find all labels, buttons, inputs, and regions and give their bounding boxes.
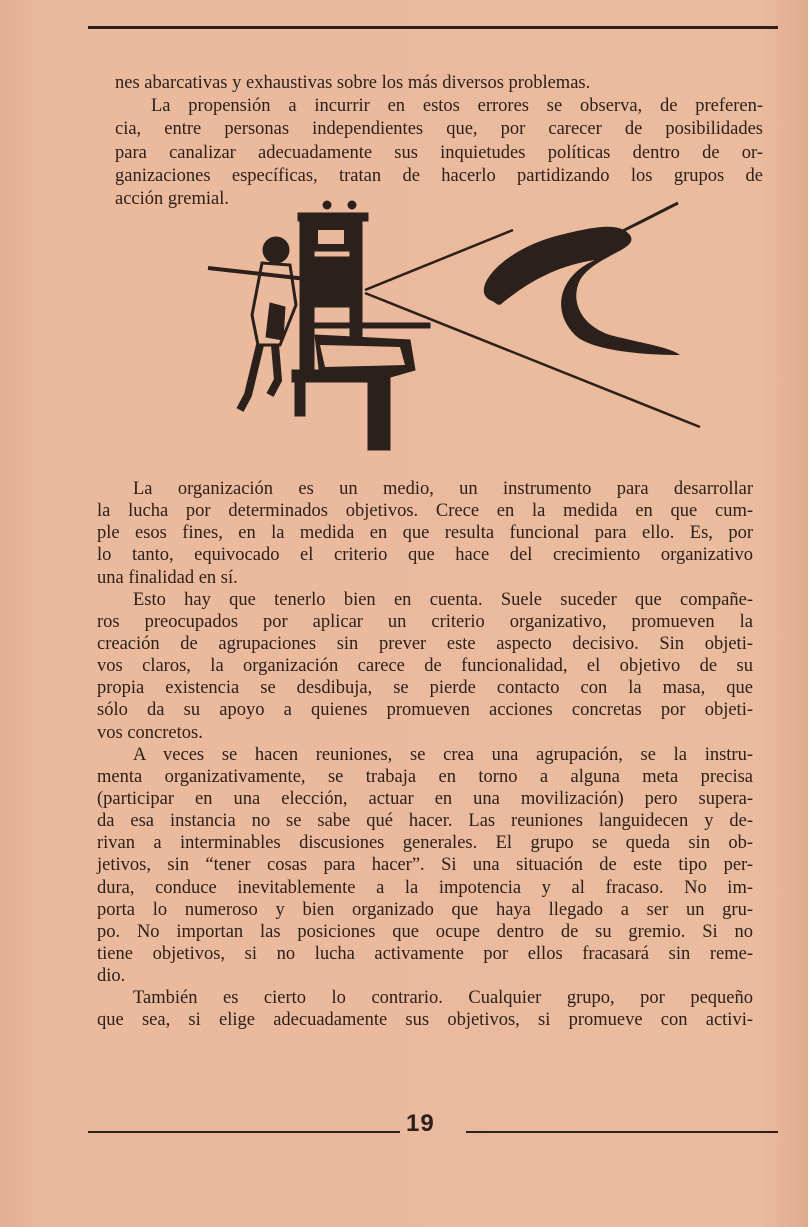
text-line: propia existencia se desdibuja, se pierde contacto con la masa, que	[97, 678, 753, 699]
paragraph	[97, 478, 753, 589]
text-line: Esto hay que tenerlo bien en cuenta. Suele suceder que compañe-	[133, 589, 753, 610]
text-line: que sea, si elige adecuadamente sus objetivos, si promueve con activi-	[97, 1010, 753, 1031]
paragraph	[97, 987, 753, 1031]
text-line: (participar en una elección, actuar en una movilización) pero supera-	[97, 788, 753, 809]
text-block-top	[115, 72, 763, 211]
bottom-rule-right	[466, 1131, 778, 1133]
text-line: porta lo numeroso y bien organizado que haya llegado a ser un gru-	[97, 899, 753, 920]
bottom-rule-left	[88, 1131, 400, 1133]
text-line: También es cierto lo contrario. Cualquier grupo, por pequeño	[133, 988, 753, 1009]
text-line: menta organizativamente, se trabaja en torno a alguna meta precisa	[97, 766, 753, 787]
text-line: da esa instancia no se sabe qué hacer. Las reuniones languidecen y de-	[97, 811, 753, 832]
text-line: jetivos, sin “tener cosas para hacer”. Si una situación de este tipo per-	[97, 855, 753, 876]
text-line: creación de agrupaciones sin prever este aspecto decisivo. Sin objeti-	[97, 633, 753, 654]
paragraph	[97, 744, 753, 988]
text-block-main	[97, 478, 753, 1032]
text-line: tiene objetivos, si no lucha activamente por ellos fracasará sin reme-	[97, 943, 753, 964]
text-line: vos claros, la organización carece de funcionalidad, el objetivo de su	[97, 656, 753, 677]
page-number: 19	[406, 1110, 435, 1137]
text-line: sólo da su apoyo a quienes promueven acciones concretas por objeti-	[97, 700, 753, 721]
text-line: para canalizar adecuadamente sus inquietudes políticas dentro de or-	[115, 142, 763, 163]
text-line: ganizaciones específicas, tratan de hacerlo partidizando los grupos de	[115, 165, 763, 186]
text-line: ple esos fines, en la medida en que resulta funcional para ello. Es, por	[97, 523, 753, 544]
text-line: vos concretos.	[97, 722, 203, 743]
printing-press-icon	[200, 195, 750, 460]
text-line: ros preocupados por aplicar un criterio organizativo, promueven la	[97, 611, 753, 632]
text-line: cia, entre personas independientes que, por carecer de posibilidades	[115, 119, 763, 140]
paragraph	[115, 72, 763, 95]
text-line: una finalidad en sí.	[97, 567, 238, 588]
text-line: rivan a interminables discusiones generales. El grupo se queda sin ob-	[97, 833, 753, 854]
text-line: La propensión a incurrir en estos errores se observa, de preferen-	[151, 96, 763, 117]
text-line: lo tanto, equivocado el criterio que hace del crecimiento organizativo	[97, 545, 753, 566]
paragraph	[97, 589, 753, 744]
text-line: La organización es un medio, un instrumento para desarrollar	[133, 479, 753, 499]
paragraph	[115, 95, 763, 211]
text-line: dio.	[97, 966, 126, 987]
top-rule	[88, 26, 778, 29]
text-line: nes abarcativas y exhaustivas sobre los más diversos problemas.	[115, 73, 591, 93]
text-line: la lucha por determinados objetivos. Crece en la medida en que cum-	[97, 501, 753, 522]
text-line: A veces se hacen reuniones, se crea una agrupación, se la instru-	[133, 744, 753, 765]
text-line: acción gremial.	[115, 188, 230, 209]
text-line: po. No importan las posiciones que ocupe dentro de su gremio. Si no	[97, 921, 753, 942]
printing-press-illustration	[200, 195, 750, 465]
text-line: dura, conduce inevitablemente a la impotencia y al fracaso. No im-	[97, 877, 753, 898]
